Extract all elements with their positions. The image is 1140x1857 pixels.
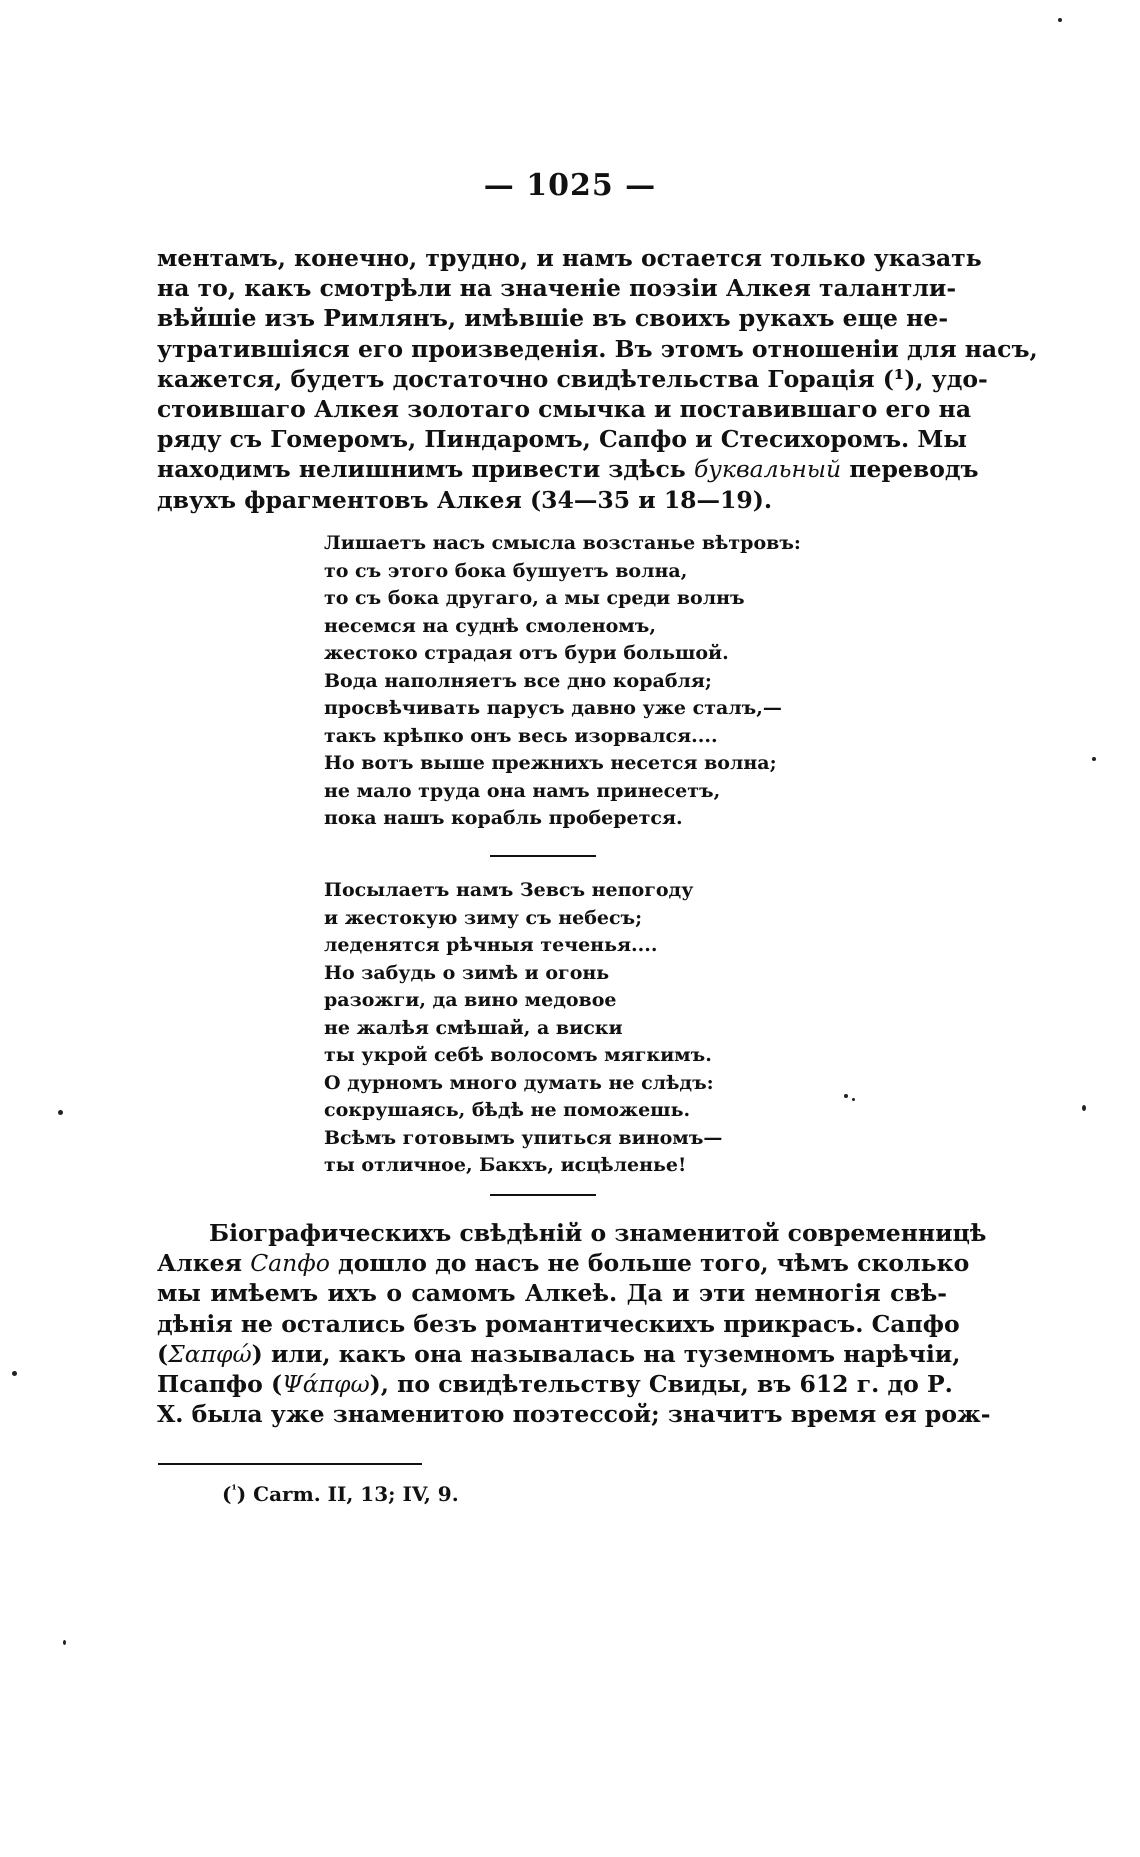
footnote-text: Carm. II, 13; IV, 9. <box>253 1482 459 1506</box>
scan-speck <box>1082 1105 1086 1111</box>
scan-speck <box>63 1640 66 1645</box>
text-line: Х. была уже знаменитою поэтессой; значитъ время ея рож- <box>157 1400 991 1429</box>
poem-fragment-2 <box>324 877 722 1180</box>
verse-line: жестоко страдая отъ бури большой. <box>324 642 729 664</box>
verse-line: Лишаетъ насъ смысла возстанье вѣтровъ: <box>324 532 801 554</box>
text-line <box>157 1339 961 1369</box>
verse-line: и жестокую зиму съ небесъ; <box>324 906 643 929</box>
scan-speck <box>852 1098 855 1101</box>
verse-line: сокрушаясь, бѣдѣ не поможешь. <box>324 1099 691 1121</box>
scan-speck <box>1058 18 1062 22</box>
text-line: вѣйшіе изъ Римлянъ, имѣвшіе въ своихъ рукахъ еще не- <box>157 304 949 333</box>
text-segment: Алкея <box>157 1249 242 1278</box>
verse-line: несемся на суднѣ смоленомъ, <box>324 614 656 637</box>
text-segment: ( <box>157 1339 169 1368</box>
footnote: ($^{^1}$) Carm. II, 13; IV, 9. <box>222 1482 459 1506</box>
greek-word: Σαπφώ <box>168 1339 252 1368</box>
text-line <box>157 1369 953 1399</box>
text-line: ментамъ, конечно, трудно, и намъ остается только указать <box>157 244 982 272</box>
paragraph-1 <box>157 243 1038 515</box>
section-divider <box>490 1194 596 1196</box>
paragraph-2 <box>157 1218 991 1429</box>
scan-speck <box>12 1371 17 1376</box>
text-line: ряду съ Гомеромъ, Пиндаромъ, Сапфо и Стесихоромъ. Мы <box>157 425 967 454</box>
italic-word: буквальный <box>693 455 842 484</box>
text-line: утратившіяся его произведенія. Въ этомъ отношеніи для насъ, <box>157 334 1038 363</box>
text-segment: дошло до насъ не больше того, чѣмъ сколько <box>338 1249 970 1278</box>
verse-line: не мало труда она намъ принесетъ, <box>324 779 721 802</box>
verse-line: Но вотъ выше прежнихъ несется волна; <box>324 752 777 774</box>
verse-line: разожги, да вино медовое <box>324 989 617 1011</box>
verse-line: ты укрой себѣ волосомъ мягкимъ. <box>324 1044 712 1066</box>
text-line <box>157 454 979 484</box>
footnote-marker: ¹ <box>231 1482 237 1497</box>
italic-word: Сапфо <box>250 1249 330 1278</box>
verse-line: Но забудь о зимѣ и огонь <box>324 961 610 984</box>
text-line: двухъ фрагментовъ Алкея (34—35 и 18—19). <box>157 485 773 514</box>
greek-word: Ψάπφω <box>282 1370 370 1399</box>
verse-line: то съ бока другаго, а мы среди волнъ <box>324 587 745 609</box>
verse-line: просвѣчивать парусъ давно уже сталъ,— <box>324 697 782 719</box>
text-line: кажется, будетъ достаточно свидѣтельства Горація (¹), удо- <box>157 364 988 393</box>
scan-speck <box>58 1110 63 1115</box>
verse-line: леденятся рѣчныя теченья.... <box>324 934 658 956</box>
verse-line: то съ этого бока бушуетъ волна, <box>324 559 688 582</box>
verse-line: Всѣмъ готовымъ упиться виномъ— <box>324 1126 723 1149</box>
verse-line: такъ крѣпко онъ весь изорвался.... <box>324 724 718 747</box>
verse-line: Вода наполняетъ все дно корабля; <box>324 669 712 692</box>
text-line: Біографическихъ свѣдѣній о знаменитой современницѣ <box>209 1219 987 1247</box>
verse-line: Посылаетъ намъ Зевсъ непогоду <box>324 879 694 901</box>
verse-line: не жалѣя смѣшай, а виски <box>324 1016 623 1039</box>
text-line: мы имѣемъ ихъ о самомъ Алкеѣ. Да и эти немногія свѣ- <box>157 1279 947 1308</box>
text-segment: переводъ <box>849 455 979 484</box>
page-number: — 1025 — <box>483 168 657 203</box>
text-segment: ) или, какъ она называлась на туземномъ нарѣчіи, <box>251 1339 961 1368</box>
section-divider <box>490 855 596 857</box>
text-line <box>157 1248 970 1278</box>
scan-speck <box>1092 757 1096 761</box>
text-line: стоившаго Алкея золотаго смычка и поставившаго его на <box>157 395 972 424</box>
verse-line: О дурномъ много думать не слѣдъ: <box>324 1071 714 1094</box>
text-segment: ), по свидѣтельству Свиды, въ 612 г. до Р. <box>369 1370 953 1399</box>
text-segment: находимъ нелишнимъ привести здѣсь <box>157 455 686 484</box>
text-line: на то, какъ смотрѣли на значеніе поэзіи Алкея талантли- <box>157 274 957 303</box>
text-segment: Псапфо ( <box>157 1370 283 1399</box>
footnote-divider <box>158 1463 422 1465</box>
scan-speck <box>844 1094 848 1098</box>
verse-line: пока нашъ корабль проберется. <box>324 807 683 829</box>
poem-fragment-1 <box>324 530 801 833</box>
text-line: дѣнія не остались безъ романтическихъ прикрасъ. Сапфо <box>157 1309 960 1338</box>
verse-line: ты отличное, Бакхъ, исцѣленье! <box>324 1154 687 1176</box>
